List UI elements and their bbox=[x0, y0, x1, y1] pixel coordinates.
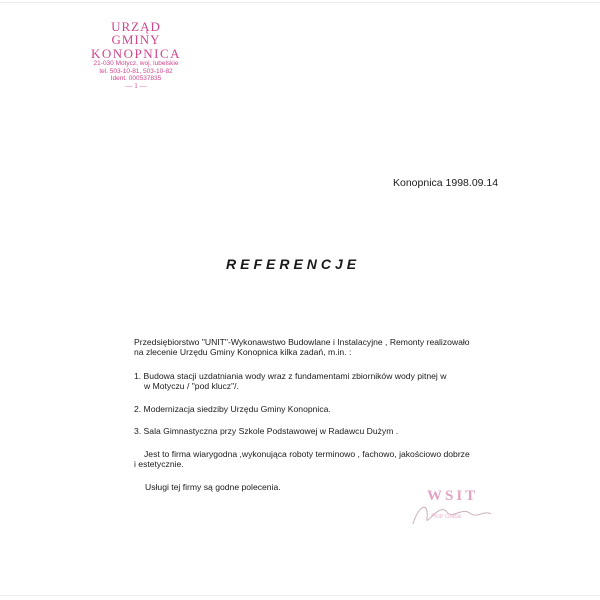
list-item: 2. Modernizacja siedziby Urzędu Gminy Konopnica. bbox=[134, 404, 331, 414]
stamp-line-4: tel. 503-10-81, 503-10-82 bbox=[99, 67, 173, 75]
evaluation-paragraph bbox=[134, 449, 470, 469]
stamp-line-6: — 1 — bbox=[125, 81, 147, 90]
signature-stamp-text: WSIT bbox=[427, 488, 479, 504]
stamp-line-2: KONOPNICA bbox=[90, 46, 182, 61]
evaluation-line-1: Jest to firma wiarygodna ,wykonująca roboty terminowo , fachowo, jakościowo dobrze bbox=[144, 449, 470, 459]
signature-stamp-subtext: Piotr Gołba bbox=[431, 514, 462, 520]
item-1-line-2: w Motyczu / "pod klucz"/. bbox=[144, 381, 239, 391]
list-item bbox=[134, 371, 446, 391]
intro-paragraph bbox=[134, 337, 470, 357]
item-1-line-1: 1. Budowa stacji uzdatniania wody wraz z fundamentami zbiorników wody pitnej w bbox=[134, 371, 447, 381]
stamp-line-3: 21-030 Motycz, woj. lubelskie bbox=[93, 60, 179, 67]
letter-title: REFERENCJE bbox=[226, 256, 361, 272]
stamp-line-1: URZĄD GMINY bbox=[111, 19, 161, 47]
signature-stamp bbox=[405, 484, 495, 534]
letter-date: Konopnica 1998.09.14 bbox=[393, 177, 499, 189]
bottom-scan-edge bbox=[0, 595, 600, 596]
stamp-line-5: Ident. 000537835 bbox=[110, 75, 162, 82]
office-stamp bbox=[86, 20, 186, 90]
intro-line-1: Przedsiębiorstwo "UNIT"-Wykonawstwo Budowlane i Instalacyjne , Remonty realizowało bbox=[134, 337, 470, 347]
top-scan-edge bbox=[0, 2, 600, 3]
intro-line-2: na zlecenie Urzędu Gminy Konopnica kilka zadań, m.in. : bbox=[134, 347, 352, 357]
evaluation-line-2: i estetycznie. bbox=[134, 459, 184, 469]
list-item: 3. Sala Gimnastyczna przy Szkole Podstawowej w Radawcu Dużym . bbox=[134, 426, 399, 436]
recommendation-paragraph: Usługi tej firmy są godne polecenia. bbox=[145, 482, 281, 492]
